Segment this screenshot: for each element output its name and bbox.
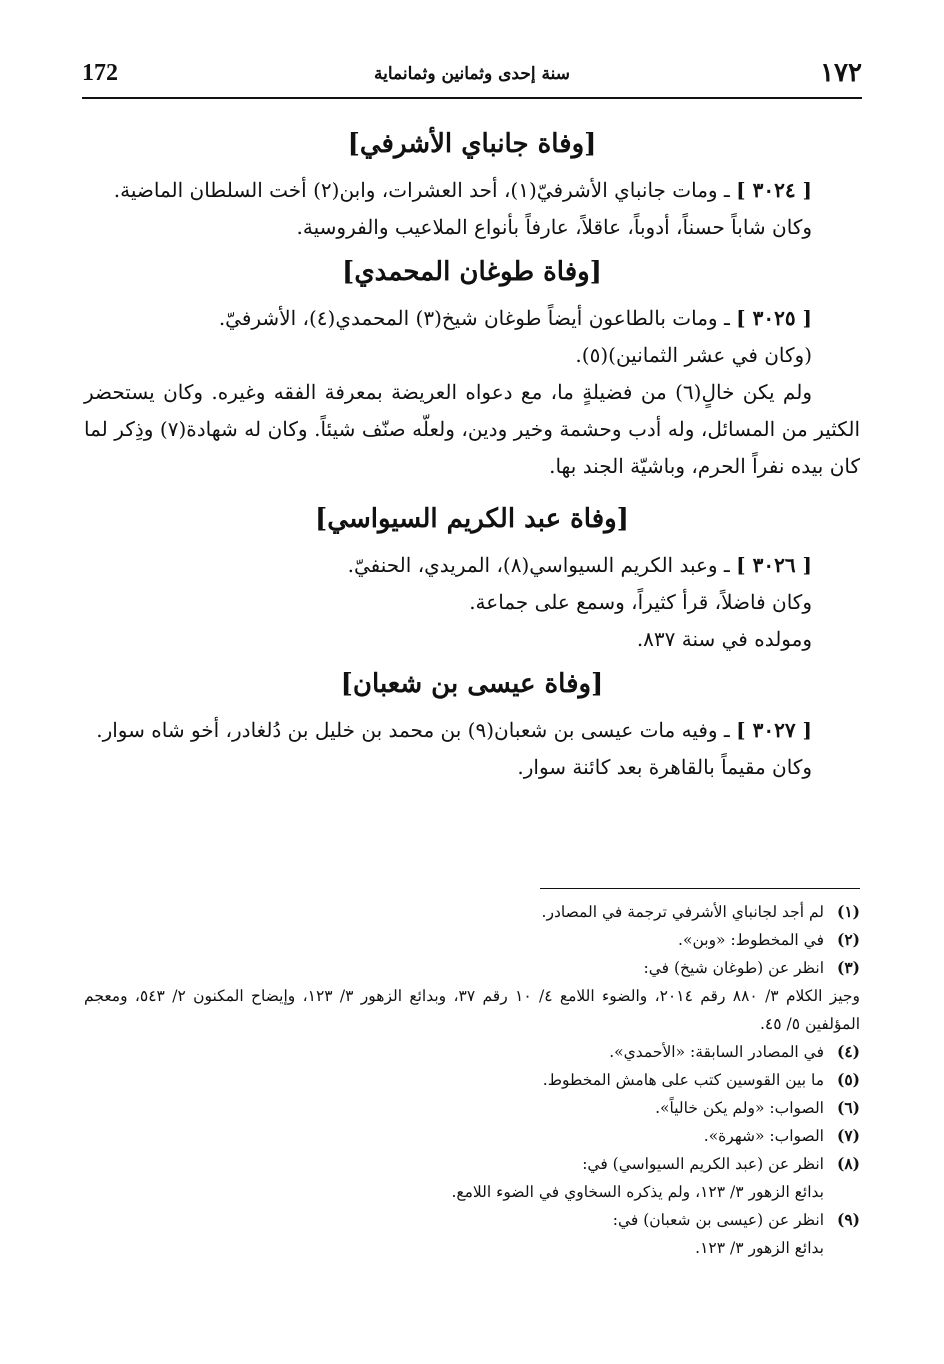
footnote-item bbox=[84, 1094, 860, 1122]
footnote-text: في المصادر السابقة: «الأحمدي». bbox=[609, 1043, 824, 1061]
footnote-continuation: بدائع الزهور ٣/ ١٢٣. bbox=[695, 1239, 824, 1257]
entry-paragraph bbox=[84, 300, 860, 337]
footnote-text: ما بين القوسين كتب على هامش المخطوط. bbox=[542, 1071, 824, 1089]
footnote-text: الصواب: «ولم يكن خالياً». bbox=[655, 1099, 824, 1117]
entry-number: [ ٣٠٢٦ ] bbox=[736, 553, 812, 577]
entry-text: ـ ومات بالطاعون أيضاً طوغان شيخ(٣) المحمدي(٤)، الأشرفيّ. bbox=[218, 306, 730, 330]
entry-heading: [وفاة طوغان المحمدي] bbox=[342, 257, 602, 287]
entry-text: ـ وعبد الكريم السيواسي(٨)، المريدي، الحنفيّ. bbox=[347, 553, 730, 577]
entry-paragraph bbox=[84, 712, 860, 749]
footnote-key: (٧) bbox=[836, 1126, 860, 1145]
footnote-key: (٤) bbox=[836, 1042, 860, 1061]
entry-paragraph bbox=[84, 172, 860, 209]
footnote-key: (٨) bbox=[836, 1154, 860, 1173]
footnote-item bbox=[84, 1206, 860, 1262]
entry-paragraph: وكان فاضلاً، قرأ كثيراً، وسمع على جماعة. bbox=[469, 590, 812, 614]
footnote-text: انظر عن (طوغان شيخ) في: bbox=[643, 959, 824, 977]
entry-heading: [وفاة عيسى بن شعبان] bbox=[340, 669, 604, 699]
header-rule bbox=[82, 97, 862, 99]
footnote-item bbox=[84, 954, 860, 1038]
footnote-text: انظر عن (عيسى بن شعبان) في: bbox=[612, 1211, 824, 1229]
entry-paragraph: وكان شاباً حسناً، أدوباً، عاقلاً، عارفاً بأنواع الملاعيب والفروسية. bbox=[296, 215, 812, 239]
entry-paragraph: ومولده في سنة ٨٣٧. bbox=[636, 627, 812, 651]
footnote-rule bbox=[540, 888, 860, 889]
footnote-text: لم أجد لجانباي الأشرفي ترجمة في المصادر. bbox=[541, 903, 824, 921]
footnote-item bbox=[84, 1150, 860, 1206]
footnote-item bbox=[84, 1038, 860, 1066]
footnote-text: في المخطوط: «وبن». bbox=[678, 931, 824, 949]
entry-heading: [وفاة عبد الكريم السيواسي] bbox=[315, 504, 629, 534]
entry-number: [ ٣٠٢٧ ] bbox=[736, 718, 812, 742]
main-text bbox=[84, 118, 860, 786]
entry-paragraph: وكان مقيماً بالقاهرة بعد كائنة سوار. bbox=[517, 755, 812, 779]
footnote-key: (٥) bbox=[836, 1070, 860, 1089]
footnote-item bbox=[84, 1066, 860, 1094]
footnote-item bbox=[84, 926, 860, 954]
footnote-text: الصواب: «شهرة». bbox=[703, 1127, 824, 1145]
entry-paragraph: (وكان في عشر الثمانين)(٥). bbox=[575, 343, 812, 367]
running-title: سنة إحدى وثمانين وثمانماية bbox=[374, 64, 570, 84]
footnote-continuation: بدائع الزهور ٣/ ١٢٣، ولم يذكره السخاوي في الضوء اللامع. bbox=[451, 1183, 824, 1201]
running-header bbox=[82, 58, 862, 96]
page-number-latin: 172 bbox=[82, 60, 118, 86]
entry-text: ـ ومات جانباي الأشرفيّ(١)، أحد العشرات، وابن(٢) أخت السلطان الماضية. bbox=[113, 178, 730, 202]
footnote-key: (٣) bbox=[836, 958, 860, 977]
footnote-continuation: وجيز الكلام ٣/ ٨٨٠ رقم ٢٠١٤، والضوء اللامع ٤/ ١٠ رقم ٣٧، وبدائع الزهور ٣/ ١٢٣، وإيضاح المكنون ٢/ ٥٤٣، ومعجم المؤلفين ٥/ ٤٥. bbox=[84, 987, 860, 1033]
entry-paragraph: ولم يكن خالٍ(٦) من فضيلةٍ ما، مع دعواه العريضة بمعرفة الفقه وغيره. وكان يستحضر الكثير من المسائل، وله أدب وحشمة وخير ودين، ولعلّه صنّف شيئاً. وكان له شهادة(٧) وذِكر لما كان بيده نفراً الحرم، وباشيّة الجند بها. bbox=[84, 380, 861, 478]
page-number-arabic: ١٧٢ bbox=[820, 58, 862, 88]
entry-number: [ ٣٠٢٥ ] bbox=[736, 306, 812, 330]
footnotes bbox=[84, 898, 860, 1262]
footnote-text: انظر عن (عبد الكريم السيواسي) في: bbox=[582, 1155, 824, 1173]
footnote-key: (٩) bbox=[836, 1210, 860, 1229]
footnote-item bbox=[84, 1122, 860, 1150]
entry-text: ـ وفيه مات عيسى بن شعبان(٩) بن محمد بن خليل بن دُلغادر، أخو شاه سوار. bbox=[96, 718, 730, 742]
entry-number: [ ٣٠٢٤ ] bbox=[736, 178, 812, 202]
footnote-key: (١) bbox=[836, 902, 860, 921]
entry-heading: [وفاة جانباي الأشرفي] bbox=[347, 129, 597, 159]
footnote-key: (٦) bbox=[836, 1098, 860, 1117]
footnote-item bbox=[84, 898, 860, 926]
footnote-key: (٢) bbox=[836, 930, 860, 949]
entry-paragraph bbox=[84, 547, 860, 584]
